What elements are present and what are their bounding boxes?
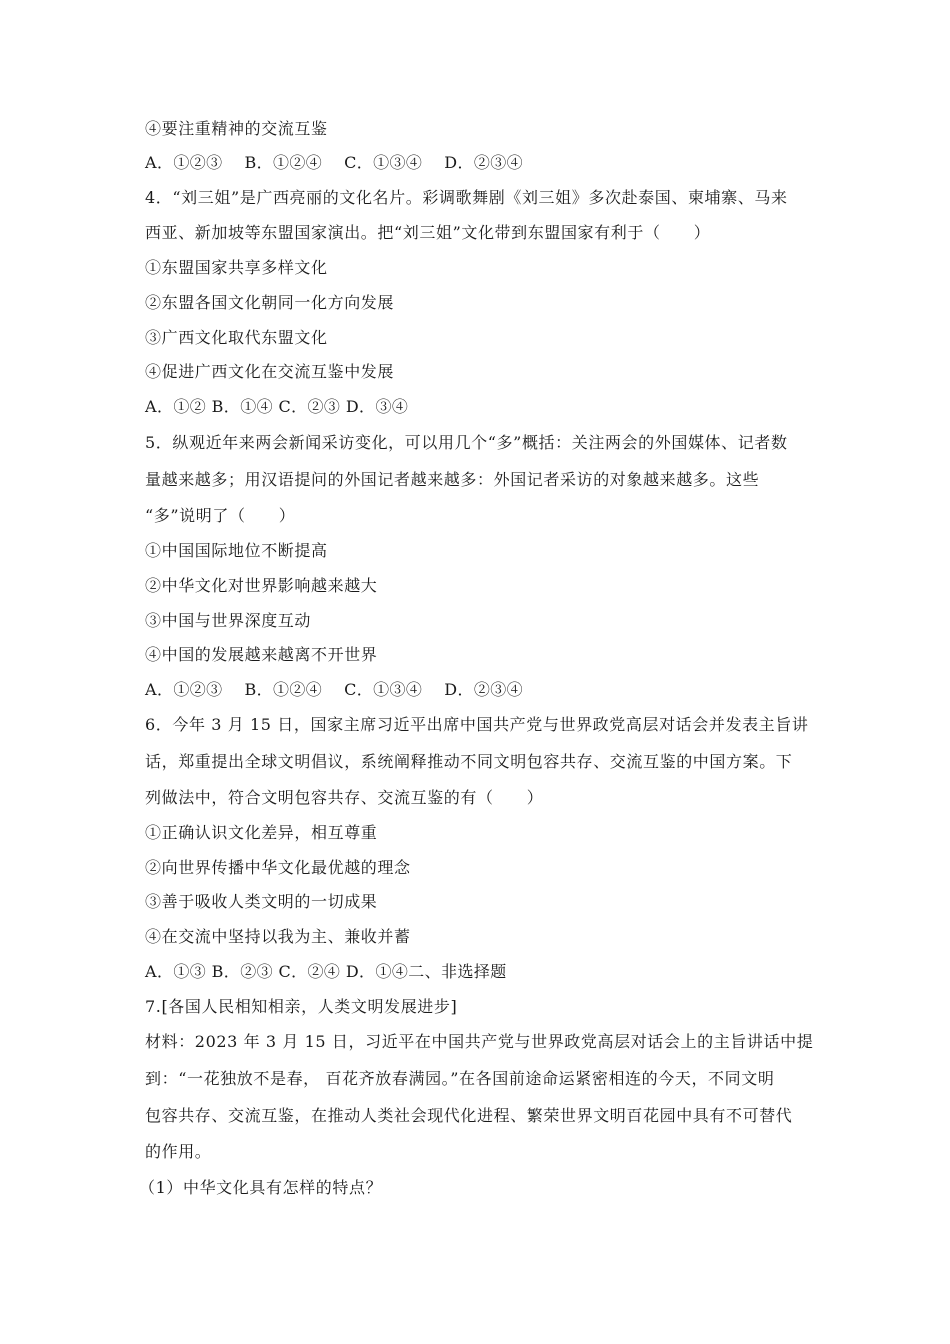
q7-material-line-1: 材料：2023 年 3 月 15 日，习近平在中国共产党与世界政党高层对话会上的主旨讲话中提 <box>145 1032 814 1051</box>
q7-material-line-3: 包容共存、交流互鉴，在推动人类社会现代化进程、繁荣世界文明百花园中具有不可替代 <box>145 1106 793 1125</box>
q6-stem-line-1: 6．今年 3 月 15 日，国家主席习近平出席中国共产党与世界政党高层对话会并发表主旨讲 <box>145 715 809 734</box>
q5-stem-line-2: 量越来越多；用汉语提问的外国记者越来越多：外国记者采访的对象越来越多。这些 <box>145 470 760 489</box>
q7-material-line-4: 的作用。 <box>145 1142 212 1161</box>
q4-item-3: ③广西文化取代东盟文化 <box>145 328 328 347</box>
q7-title: 7.[各国人民相知相亲，人类文明发展进步] <box>145 997 458 1016</box>
q5-options: A．①②③ B．①②④ C．①③④ D．②③④ <box>145 680 524 699</box>
q4-item-4: ④促进广西文化在交流互鉴中发展 <box>145 362 395 381</box>
q7-sub-question-1: （1）中华文化具有怎样的特点？ <box>139 1178 383 1197</box>
q5-item-3: ③中国与世界深度互动 <box>145 611 312 630</box>
q4-item-2: ②东盟各国文化朝同一化方向发展 <box>145 293 395 312</box>
q4-item-1: ①东盟国家共享多样文化 <box>145 258 328 277</box>
q3-options: A．①②③ B．①②④ C．①③④ D．②③④ <box>145 153 524 172</box>
q5-stem-line-1: 5．纵观近年来两会新闻采访变化，可以用几个“多”概括：关注两会的外国媒体、记者数 <box>145 433 788 452</box>
q6-stem-line-2: 话，郑重提出全球文明倡议，系统阐释推动不同文明包容共存、交流互鉴的中国方案。下 <box>145 752 793 771</box>
q6-options: A．①③ B．②③ C．②④ D．①④二、非选择题 <box>145 962 507 981</box>
q4-stem-line-1: 4．“刘三姐”是广西亮丽的文化名片。彩调歌舞剧《刘三姐》多次赴泰国、柬埔寨、马来 <box>145 188 788 207</box>
q7-material-line-2: 到：“一花独放不是春， 百花齐放春满园。”在各国前途命运紧密相连的今天，不同文明 <box>145 1069 775 1088</box>
q3-item-4: ④要注重精神的交流互鉴 <box>145 119 328 138</box>
q5-stem-line-3: “多”说明了（ ） <box>145 506 296 525</box>
q5-item-2: ②中华文化对世界影响越来越大 <box>145 576 378 595</box>
q6-stem-line-3: 列做法中，符合文明包容共存、交流互鉴的有（ ） <box>145 788 544 807</box>
q4-options: A．①② B．①④ C．②③ D．③④ <box>145 397 409 416</box>
q6-item-4: ④在交流中坚持以我为主、兼收并蓄 <box>145 927 411 946</box>
q6-item-2: ②向世界传播中华文化最优越的理念 <box>145 858 411 877</box>
q6-item-1: ①正确认识文化差异，相互尊重 <box>145 823 378 842</box>
q5-item-1: ①中国国际地位不断提高 <box>145 541 328 560</box>
q6-item-3: ③善于吸收人类文明的一切成果 <box>145 892 378 911</box>
q5-item-4: ④中国的发展越来越离不开世界 <box>145 645 378 664</box>
q4-stem-line-2: 西亚、新加坡等东盟国家演出。把“刘三姐”文化带到东盟国家有利于（ ） <box>145 223 711 242</box>
